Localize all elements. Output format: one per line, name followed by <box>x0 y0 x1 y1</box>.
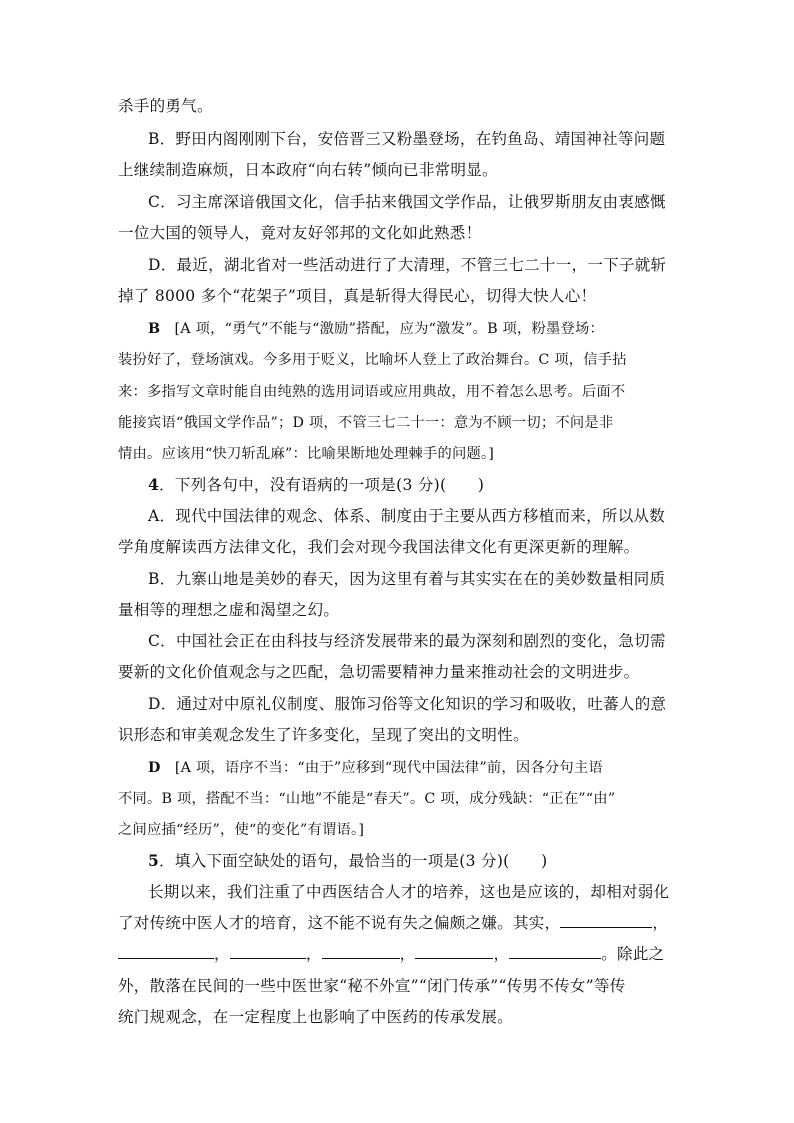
q3-answer-line3: 来：多指写文章时能自由纯熟的选用词语或应用典故，用不着怎么思考。后面不 <box>118 384 626 400</box>
q4-answer-line1 <box>148 757 678 779</box>
q5-comma: ， <box>305 945 322 963</box>
q4-option-a-line2: 学角度解读西方法律文化，我们会对现今我国法律文化有更深更新的理解。 <box>118 538 640 556</box>
q3-option-d-line2: 掉了 8000 多个“花架子”项目，真是斩得大得民心，切得大快人心！ <box>118 287 597 305</box>
q5-passage-line5: 统门规观念，在一定程度上也影响了中医药的传承发展。 <box>118 1008 514 1026</box>
q3-option-b-line1: B．野田内阁刚刚下台，安倍晋三又粉墨登场，在钓鱼岛、靖国神社等问题 <box>148 130 666 148</box>
q5-blank-5 <box>415 943 493 959</box>
q3-option-c-line1: C．习主席深谙俄国文化，信手拈来俄国文学作品，让俄罗斯朋友由衷感慨 <box>148 193 666 211</box>
q3-answer-line5: 情由。应该用“快刀斩乱麻”：比喻果断地处理棘手的问题。] <box>118 446 495 462</box>
q3-answer-line2: 装扮好了，登场演戏。今多用于贬义，比喻坏人登上了政治舞台。C 项，信手拈 <box>118 352 627 368</box>
q5-blank-4 <box>322 943 400 959</box>
q3-answer-line4: 能接宾语“俄国文学作品”；D 项，不管三七二十一：意为不顾一切；不问是非 <box>118 415 614 431</box>
q5-comma: ， <box>652 914 669 932</box>
q5-passage-period: 。除此之 <box>601 945 665 963</box>
q3-answer-text: [A 项，“勇气”不能与“激励”搭配，应为“激发”。B 项，粉墨登场： <box>174 321 605 337</box>
q4-stem-text: ．下列各句中，没有语病的一项是(3 分)( ) <box>159 476 485 494</box>
q3-option-c-line2: 一位大国的领导人，竟对友好邻邦的文化如此熟悉！ <box>118 224 482 242</box>
q5-blank-6 <box>509 943 601 959</box>
q4-answer-line3: 之间应插“经历”，使“的变化”有谓语。] <box>118 822 365 838</box>
q4-stem <box>148 474 678 496</box>
q5-passage-line2-text: 了对传统中医人才的培育，这不能不说有失之偏颇之嫌。其实， <box>118 914 561 932</box>
q4-option-c-line1: C．中国社会正在由科技与经济发展带来的最为深刻和剧烈的变化，急切需 <box>148 632 666 650</box>
q5-passage-line1: 长期以来，我们注重了中西医结合人才的培养，这也是应该的，却相对弱化 <box>148 883 670 901</box>
q4-option-d-line2: 识形态和审美观念发生了许多变化，呈现了突出的文明性。 <box>118 726 529 744</box>
q3-option-b-line2: 上继续制造麻烦，日本政府“向右转”倾向已非常明显。 <box>118 161 498 179</box>
q5-blank-3 <box>230 943 306 959</box>
q5-stem-text: ．填入下面空缺处的语句，最恰当的一项是(3 分)( ) <box>159 852 548 870</box>
q4-answer-line2: 不同。B 项，搭配不当：“山地”不能是“春天”。C 项，成分残缺：“正在”“由” <box>118 791 616 807</box>
q5-passage-line4: 外，散落在民间的一些中医世家“秘不外宣”“闭门传承”“传男不传女”等传 <box>118 977 626 995</box>
q5-comma: ， <box>399 945 416 963</box>
q4-option-c-line2: 要新的文化价值观念与之匹配，急切需要精神力量来推动社会的文明进步。 <box>118 663 640 681</box>
q3-option-d-line1: D．最近，湖北省对一些活动进行了大清理，不管三七二十一，一下子就斩 <box>148 256 667 274</box>
q3-option-a-continuation: 杀手的勇气。 <box>118 97 213 115</box>
q5-blank-1 <box>560 912 652 928</box>
q5-blank-2 <box>118 943 214 959</box>
q3-answer-letter: B <box>148 321 161 337</box>
q4-option-b-line1: B．九寨山地是美妙的春天，因为这里有着与其实实在在的美妙数量相同质 <box>148 570 666 588</box>
q4-option-b-line2: 量相等的理想之虚和渴望之幻。 <box>118 601 340 619</box>
q5-number: 5 <box>148 851 160 870</box>
q3-answer-line1 <box>148 318 678 340</box>
q5-comma: ， <box>493 945 510 963</box>
q4-answer-letter: D <box>148 760 161 776</box>
q4-option-a-line1: A．现代中国法律的观念、体系、制度由于主要从西方移植而来，所以从数 <box>148 507 666 525</box>
q4-option-d-line1: D．通过对中原礼仪制度、服饰习俗等文化知识的学习和吸收，吐蕃人的意 <box>148 695 667 713</box>
q5-comma: ， <box>214 945 230 963</box>
q5-stem <box>148 850 678 872</box>
q4-number: 4 <box>148 475 160 494</box>
q5-passage-line3 <box>118 943 678 965</box>
q4-answer-text: [A 项，语序不当：“由于”应移到“现代中国法律”前，因各分句主语 <box>174 760 603 776</box>
q5-passage-line2 <box>118 912 678 934</box>
